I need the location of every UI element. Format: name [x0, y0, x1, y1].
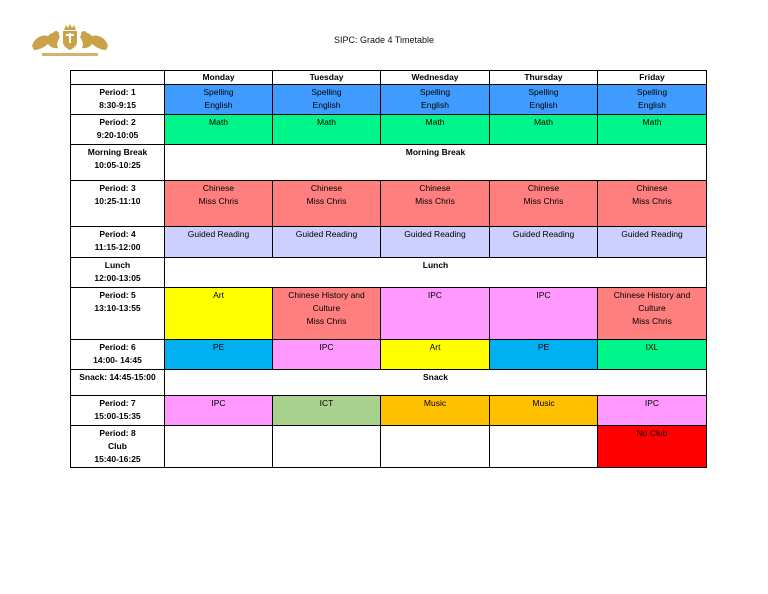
lesson-text: Music	[532, 398, 555, 408]
break-cell	[165, 145, 707, 181]
lesson-text: IPC	[644, 398, 660, 408]
period-label-line: 15:00-15:35	[94, 411, 141, 421]
period-label-line: Period: 6	[99, 342, 136, 352]
lesson-cell	[273, 340, 381, 370]
document-title: SIPC: Grade 4 Timetable	[333, 35, 435, 45]
lesson-text: Guided Reading	[512, 229, 575, 239]
lesson-cell	[598, 181, 707, 227]
day-header: Thursday	[490, 71, 598, 85]
day-header: Monday	[165, 71, 273, 85]
lesson-cell	[273, 85, 381, 115]
break-cell	[165, 370, 707, 396]
lesson-cell	[598, 85, 707, 115]
period-label-line: 9:20-10:05	[96, 130, 139, 140]
lesson-cell	[381, 288, 490, 340]
lesson-cell	[381, 396, 490, 426]
period-label-line: 11:15-12:00	[94, 242, 141, 252]
lesson-text: IXL	[645, 342, 659, 352]
period-label-line: Lunch	[104, 260, 131, 270]
lesson-cell	[381, 426, 490, 468]
day-header: Friday	[598, 71, 707, 85]
header-row	[71, 71, 707, 85]
period-label	[71, 181, 165, 227]
lesson-text: Miss Chris	[632, 196, 672, 206]
timetable	[70, 70, 707, 468]
lesson-text: Chinese History and	[613, 290, 691, 300]
period-label-line: Period: 3	[99, 183, 136, 193]
table-row	[71, 227, 707, 258]
period-label-line: Period: 1	[99, 87, 136, 97]
lesson-text: Guided Reading	[404, 229, 466, 239]
period-label-line: 12:00-13:05	[94, 273, 141, 283]
table-row	[71, 396, 707, 426]
lesson-cell	[165, 426, 273, 468]
period-label	[71, 85, 165, 115]
period-label	[71, 288, 165, 340]
lesson-text: English	[421, 100, 449, 110]
period-label	[71, 258, 165, 288]
lesson-text: Chinese	[310, 183, 343, 193]
table-row	[71, 145, 707, 181]
lesson-text: Spelling	[203, 87, 234, 97]
table-row	[71, 288, 707, 340]
period-label-line: 14:00- 14:45	[93, 355, 142, 365]
period-label-line: Period: 7	[99, 398, 136, 408]
period-label	[71, 370, 165, 396]
table-row	[71, 85, 707, 115]
lesson-text: Chinese	[202, 183, 235, 193]
lesson-text: PE	[537, 342, 550, 352]
lesson-cell	[490, 288, 598, 340]
lesson-cell	[165, 340, 273, 370]
period-label-line: 10:05-10:25	[94, 160, 141, 170]
lesson-cell	[490, 227, 598, 258]
period-label	[71, 396, 165, 426]
lesson-text: Miss Chris	[306, 316, 347, 326]
lesson-text: Art	[213, 290, 224, 300]
day-header: Tuesday	[273, 71, 381, 85]
period-label-line: Period: 2	[99, 117, 136, 127]
lesson-cell	[273, 288, 381, 340]
lesson-text: Guided Reading	[295, 229, 358, 239]
lesson-cell	[490, 85, 598, 115]
lesson-text: Spelling	[636, 87, 668, 97]
period-label	[71, 340, 165, 370]
table-row	[71, 370, 707, 396]
lesson-text: Art	[429, 342, 441, 352]
lesson-cell	[273, 181, 381, 227]
period-label-line: Morning Break	[87, 147, 148, 157]
lesson-text: No Club	[636, 428, 668, 438]
period-label-line: Period: 8	[99, 428, 136, 438]
lesson-text: Miss Chris	[523, 196, 564, 206]
lesson-cell	[273, 115, 381, 145]
period-label-line: 13:10-13:55	[94, 303, 141, 313]
lesson-text: Spelling	[419, 87, 451, 97]
period-label-line: Club	[108, 441, 127, 451]
lesson-cell	[598, 396, 707, 426]
lesson-cell	[598, 115, 707, 145]
corner-cell	[71, 71, 165, 85]
lesson-cell	[165, 115, 273, 145]
lesson-cell	[381, 227, 490, 258]
lesson-cell	[381, 340, 490, 370]
period-label	[71, 227, 165, 258]
lesson-text: Guided Reading	[621, 229, 683, 239]
lesson-cell	[165, 227, 273, 258]
period-label-line: 8:30-9:15	[99, 100, 136, 110]
lesson-text: IPC	[536, 290, 551, 300]
lesson-cell	[598, 288, 707, 340]
lesson-text: Math	[425, 117, 445, 127]
lesson-text: Miss Chris	[415, 196, 455, 206]
lesson-cell	[381, 85, 490, 115]
timetable-body	[71, 85, 707, 468]
lesson-text: Chinese	[419, 183, 451, 193]
lesson-text: Spelling	[528, 87, 559, 97]
table-row	[71, 115, 707, 145]
lesson-text: Math	[534, 117, 553, 127]
lesson-text: English	[638, 100, 666, 110]
lesson-text: IPC	[427, 290, 443, 300]
lesson-cell	[165, 181, 273, 227]
lesson-text: Miss Chris	[198, 196, 239, 206]
lesson-text: Culture	[312, 303, 341, 313]
lesson-text: Spelling	[311, 87, 342, 97]
lesson-cell	[490, 340, 598, 370]
period-label-line: 10:25-11:10	[94, 196, 141, 206]
period-label	[71, 115, 165, 145]
break-label: Snack	[422, 372, 449, 382]
lesson-text: English	[529, 100, 558, 110]
table-row	[71, 258, 707, 288]
lesson-cell	[273, 426, 381, 468]
period-label	[71, 145, 165, 181]
lesson-cell	[490, 396, 598, 426]
period-label-line: Period: 5	[99, 290, 136, 300]
lesson-cell	[381, 115, 490, 145]
lesson-text: Chinese History and	[288, 290, 365, 300]
lesson-cell	[273, 396, 381, 426]
lesson-text: Math	[642, 117, 662, 127]
lesson-text: IPC	[319, 342, 334, 352]
day-header: Wednesday	[381, 71, 490, 85]
lesson-text: ICT	[319, 398, 334, 408]
lesson-cell	[165, 288, 273, 340]
lesson-text: Math	[209, 117, 228, 127]
table-row	[71, 340, 707, 370]
lesson-cell	[490, 426, 598, 468]
lesson-cell	[165, 396, 273, 426]
lesson-text: Chinese	[527, 183, 560, 193]
lesson-cell	[490, 181, 598, 227]
lesson-text: English	[204, 100, 233, 110]
lesson-text: Miss Chris	[632, 316, 672, 326]
lesson-text: English	[312, 100, 341, 110]
lesson-cell	[381, 181, 490, 227]
period-label	[71, 426, 165, 468]
lesson-text: IPC	[211, 398, 226, 408]
table-row	[71, 181, 707, 227]
period-label-line: Period: 4	[99, 229, 136, 239]
lesson-text: Miss Chris	[306, 196, 347, 206]
lesson-text: Culture	[638, 303, 666, 313]
period-label-line: 15:40-16:25	[94, 454, 141, 464]
break-label: Lunch	[422, 260, 449, 270]
table-row	[71, 426, 707, 468]
lesson-text: Music	[423, 398, 447, 408]
lesson-cell	[598, 426, 707, 468]
lesson-cell	[490, 115, 598, 145]
break-cell	[165, 258, 707, 288]
lesson-text: Chinese	[636, 183, 668, 193]
lesson-cell	[273, 227, 381, 258]
lesson-cell	[598, 340, 707, 370]
lesson-text: Guided Reading	[187, 229, 250, 239]
lesson-cell	[165, 85, 273, 115]
lesson-text: Math	[317, 117, 336, 127]
period-label-line: Snack: 14:45-15:00	[79, 372, 156, 382]
break-label: Morning Break	[405, 147, 466, 157]
lesson-text: PE	[212, 342, 225, 352]
lesson-cell	[598, 227, 707, 258]
